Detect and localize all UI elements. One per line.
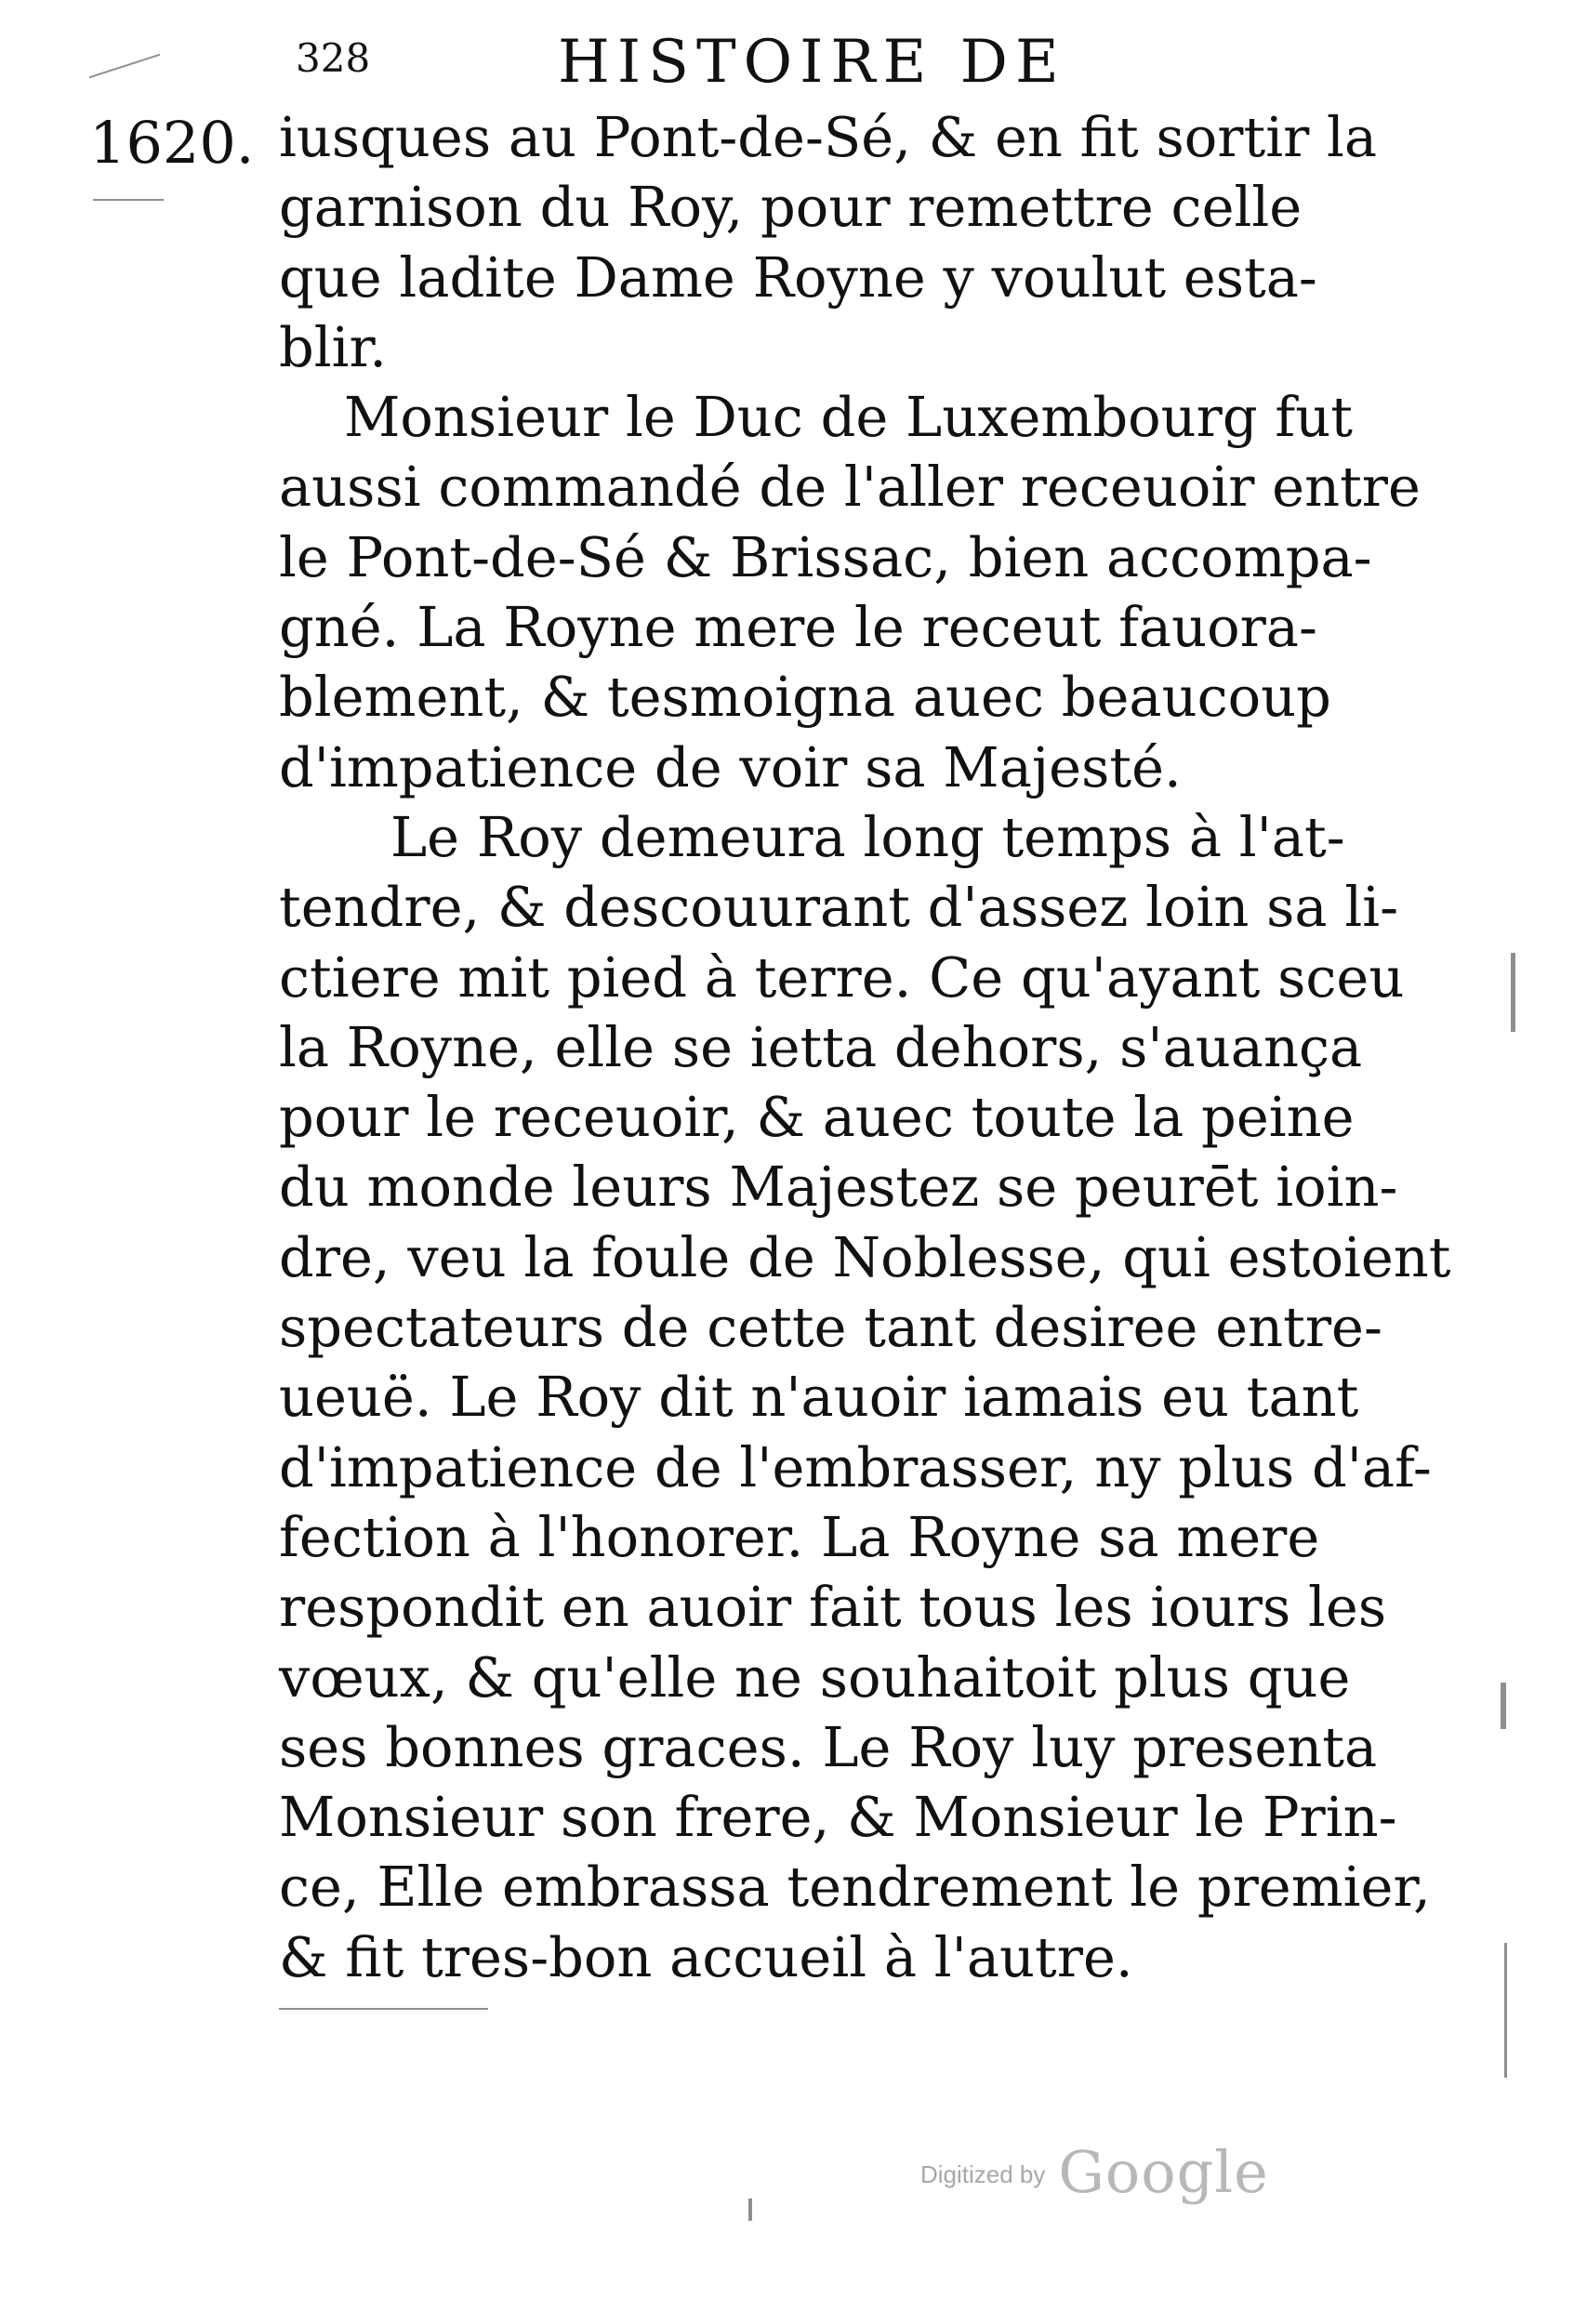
text-line: ses bonnes graces. Le Roy luy presenta bbox=[279, 1714, 1378, 1779]
text-line: tendre, & descouurant d'assez loin sa li- bbox=[279, 875, 1399, 940]
text-line: respondit en auoir fait tous les iours les bbox=[279, 1575, 1387, 1640]
text-line: garnison du Roy, pour remettre celle bbox=[279, 175, 1303, 240]
text-line: ce, Elle embrassa tendrement le premier, bbox=[279, 1855, 1431, 1920]
scan-speck bbox=[93, 199, 164, 201]
scan-speck bbox=[89, 54, 161, 79]
paragraph-start-line: Monsieur le Duc de Luxembourg fut bbox=[344, 385, 1353, 450]
page-number: 328 bbox=[296, 35, 371, 81]
text-line: que ladite Dame Royne y voulut esta- bbox=[279, 244, 1317, 310]
text-line: le Pont-de-Sé & Brissac, bien accompa- bbox=[279, 524, 1372, 589]
text-line: spectateurs de cette tant desiree entre- bbox=[279, 1295, 1382, 1360]
digitized-label: Digitized by bbox=[920, 2160, 1046, 2188]
text-line: dre, veu la foule de Noblesse, qui estoient bbox=[279, 1224, 1451, 1289]
text-line: d'impatience de voir sa Majesté. bbox=[279, 734, 1182, 799]
margin-year: 1620. bbox=[89, 109, 255, 177]
scan-speck bbox=[1511, 953, 1515, 1032]
text-line: blement, & tesmoigna auec beaucoup bbox=[279, 665, 1331, 730]
text-line: ctiere mit pied à terre. Ce qu'ayant sceu bbox=[279, 944, 1405, 1010]
scan-speck bbox=[1504, 1943, 1507, 2078]
text-line: pour le receuoir, & auec toute la peine bbox=[279, 1085, 1355, 1150]
google-logo: Google bbox=[1058, 2138, 1269, 2206]
text-line: & fit tres-bon accueil à l'autre. bbox=[279, 1924, 1133, 1989]
running-title: HISTOIRE DE bbox=[558, 28, 1066, 97]
body-text bbox=[279, 102, 1451, 1992]
text-line: du monde leurs Majestez se peurēt ioin- bbox=[279, 1155, 1398, 1220]
text-line: Monsieur son frere, & Monsieur le Prin- bbox=[279, 1785, 1397, 1850]
text-line: iusques au Pont-de-Sé, & en fit sortir la bbox=[279, 105, 1378, 169]
scan-speck bbox=[279, 2008, 488, 2010]
text-line: la Royne, elle se ietta dehors, s'auança bbox=[279, 1014, 1363, 1079]
text-line: gné. La Royne mere le receut fauora- bbox=[279, 595, 1317, 660]
text-line: d'impatience de l'embrasser, ny plus d'af- bbox=[279, 1434, 1432, 1499]
text-line: blir. bbox=[279, 314, 387, 379]
scan-speck bbox=[1501, 1683, 1506, 1729]
text-line: ueuë. Le Roy dit n'auoir iamais eu tant bbox=[279, 1365, 1359, 1430]
paragraph-start-line: Le Roy demeura long temps à l'at- bbox=[390, 804, 1345, 869]
text-line: vœux, & qu'elle ne souhaitoit plus que bbox=[279, 1644, 1351, 1710]
digitized-watermark bbox=[920, 2138, 1269, 2222]
scan-speck bbox=[748, 2199, 752, 2221]
text-line: fection à l'honorer. La Royne sa mere bbox=[279, 1504, 1320, 1569]
text-line: aussi commandé de l'aller receuoir entre bbox=[279, 455, 1421, 520]
